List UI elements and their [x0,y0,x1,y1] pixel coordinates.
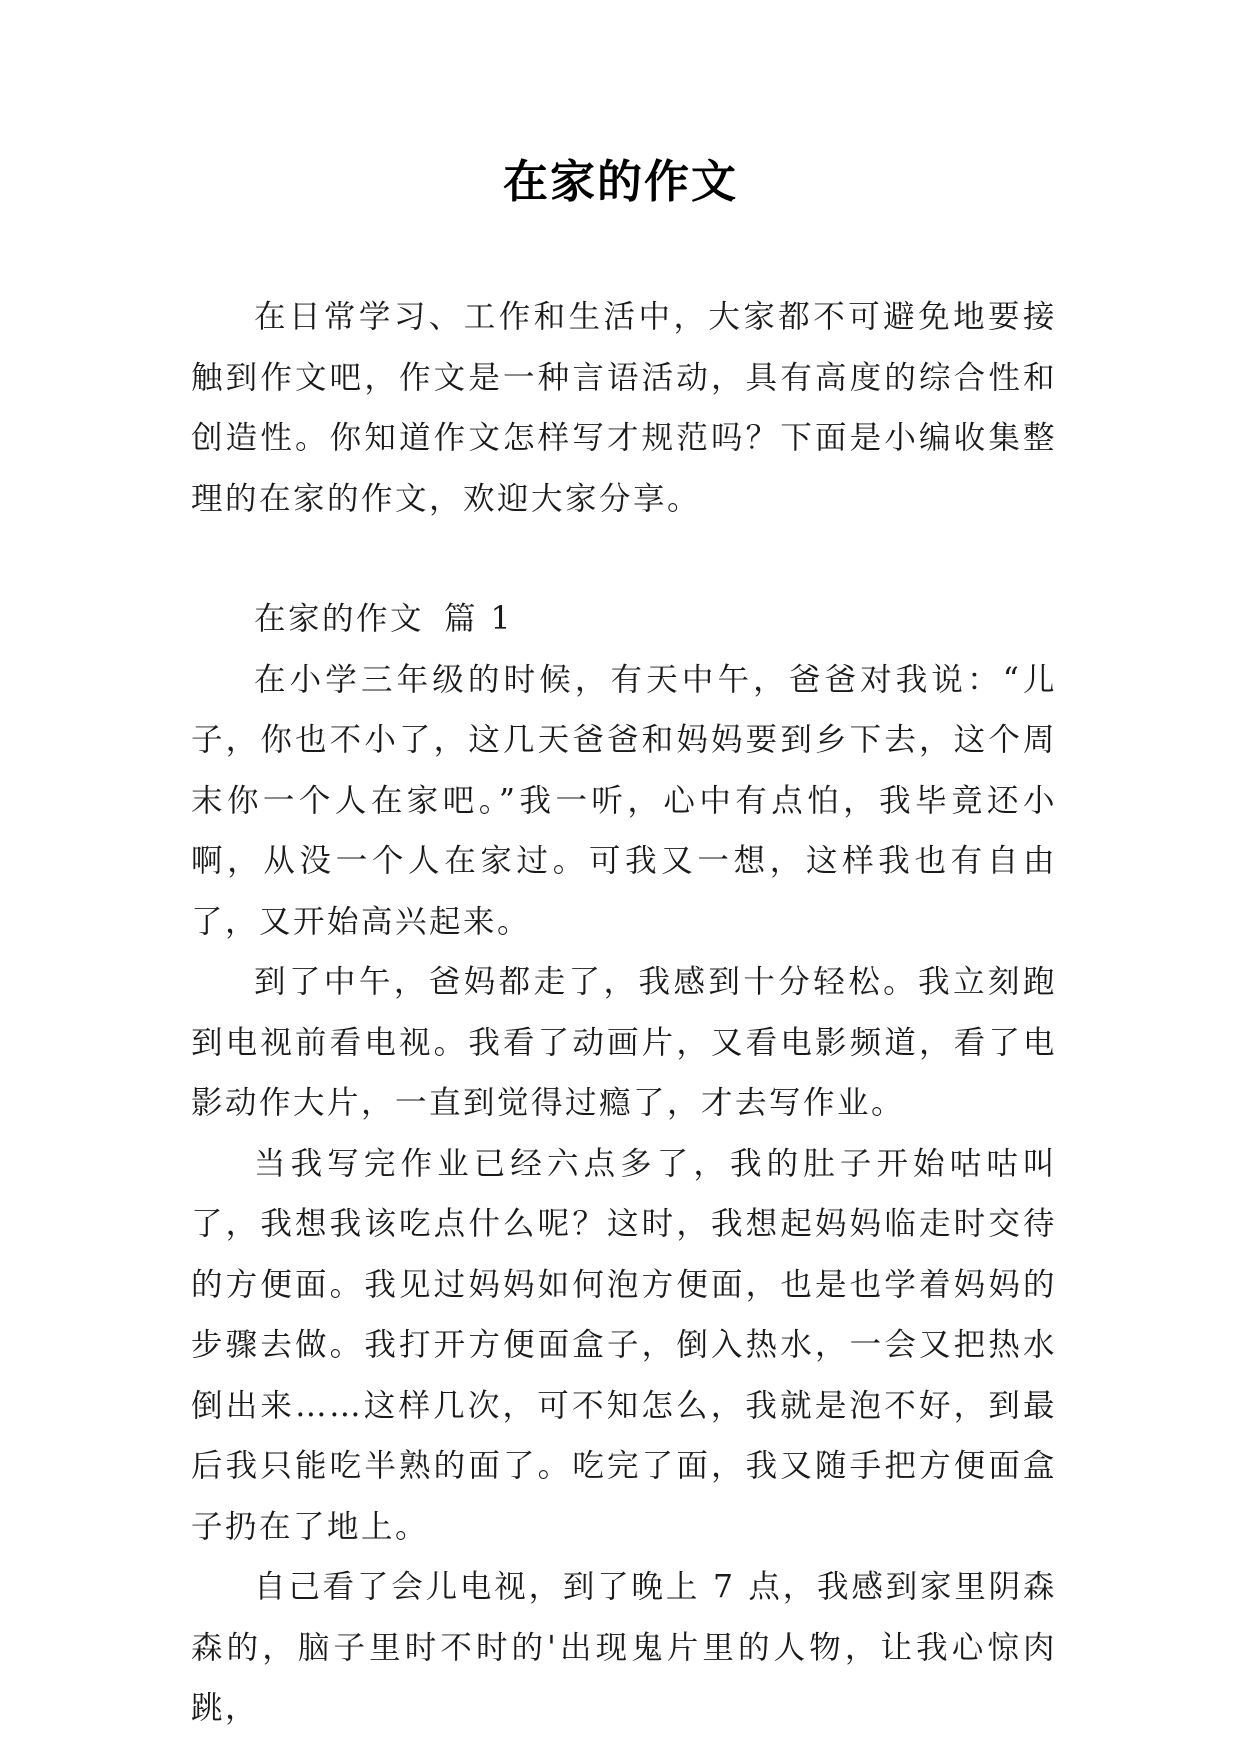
body-paragraph-2: 到了中午，爸妈都走了，我感到十分轻松。我立刻跑到电视前看电视。我看了动画片，又看电影频道，看了电影动作大片，一直到觉得过瘾了，才去写作业。 [191,964,1057,1121]
section-heading-label: 在家的作文 [254,601,425,637]
section-heading-number: 篇 1 [444,601,514,637]
document-title: 在家的作文 [502,155,738,208]
body-paragraph-1: 在小学三年级的时候，有天中午，爸爸对我说：“儿子，你也不小了，这几天爸爸和妈妈要到乡下去，这个周末你一个人在家吧。”我一听，心中有点怕，我毕竟还小啊，从没一个人在家过。可我又一想，这样我也有自由了，又开始高兴起来。 [191,661,1057,940]
body-paragraph-3: 当我写完作业已经六点多了，我的肚子开始咕咕叫了，我想我该吃点什么呢？这时，我想起妈妈临走时交待的方便面。我见过妈妈如何泡方便面，也是也学着妈妈的步骤去做。我打开方便面盒子，倒入热水，一会又把热水倒出来……这样几次，可不知怎么，我就是泡不好，到最后我只能吃半熟的面了。吃完了面，我又随手把方便面盒子扔在了地上。 [191,1145,1057,1545]
intro-paragraph: 在日常学习、工作和生活中，大家都不可避免地要接触到作文吧，作文是一种言语活动，具有高度的综合性和创造性。你知道作文怎样写才规范吗？下面是小编收集整理的在家的作文，欢迎大家分享。 [191,299,1057,517]
body-paragraph-4: 自己看了会儿电视，到了晚上 7 点，我感到家里阴森森的，脑子里时不时的'出现鬼片里的人物，让我心惊肉跳， [191,1569,1057,1726]
document-body [191,287,1057,1739]
section-heading [191,589,1057,650]
